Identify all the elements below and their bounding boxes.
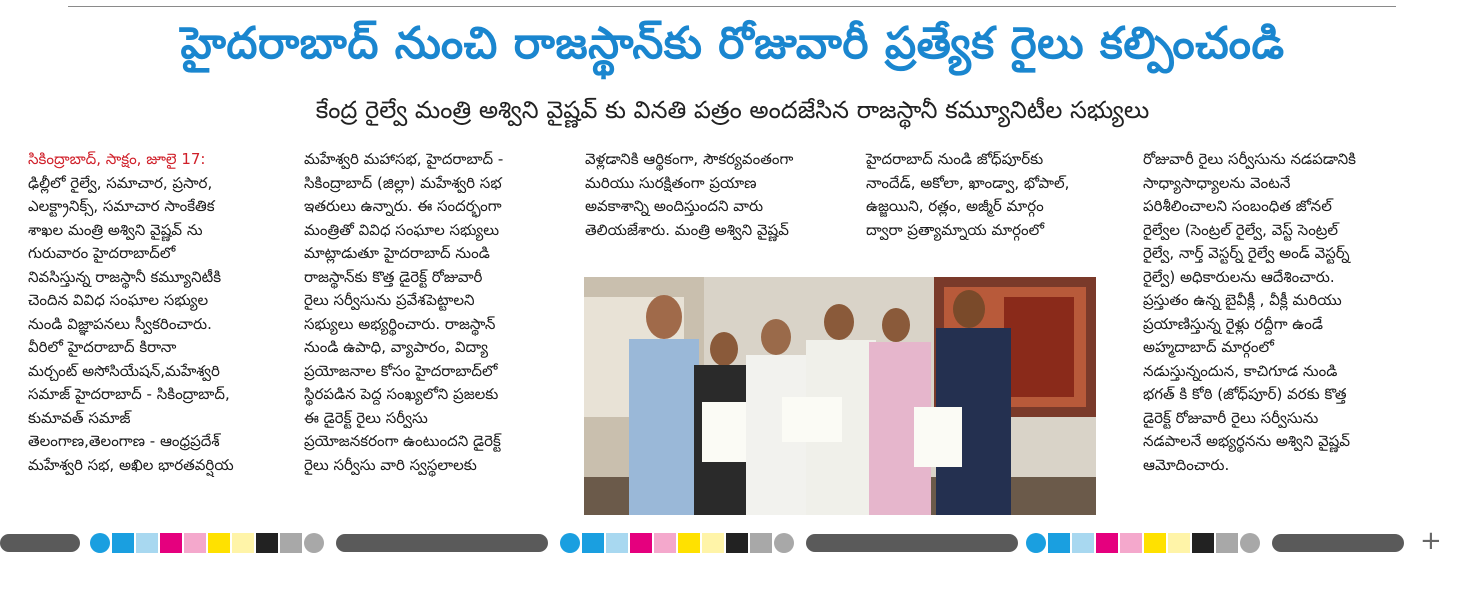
color-swatch [256,533,278,553]
color-swatch [1096,533,1118,553]
color-swatch [702,533,724,553]
registration-bar [806,534,1018,552]
registration-dot [560,533,580,553]
article-column-1 [28,148,286,477]
color-swatch [184,533,206,553]
color-swatch [1144,533,1166,553]
article-column-2: మహేశ్వరి మహాసభ, హైదరాబాద్ - సికింద్రాబాద్ (జిల్లా) మహేశ్వరి సభ ఇతరులు ఉన్నారు. ఈ సందర్భంగా మంత్రితో వివిధ సంఘాల సభ్యులు మాట్లాడుతూ హైదరాబాద్ నుండి రాజస్థాన్‌కు కొత్త డైరెక్ట్ రోజువారీ రైలు సర్వీసును ప్రవేశపెట్టాలని సభ్యులు అభ్యర్థించారు. రాజస్థాన్ నుండి ఉపాధి, వ్యాపారం, విద్యా ప్రయోజనాల కోసం హైదరాబాద్‌లో స్థిరపడిన పెద్ద సంఖ్యలోని ప్రజలకు ఈ డైరెక్ట్ రైలు సర్వీసు ప్రయోజనకరంగా ఉంటుందని డైరెక్ట్ రైలు సర్వీసు వారి స్వస్థలాలకు [304,150,504,474]
color-swatch [232,533,254,553]
article-column-4: హైదరాబాద్ నుండి జోధ్‌పూర్‌కు నాందేడ్, అకోలా, ఖాండ్వా, భోపాల్, ఉజ్జయిని, రత్లం, అజ్మీర్ మార్గం ద్వారా ప్రత్యామ్నాయ మార్గంలో [866,150,1070,239]
color-swatch [678,533,700,553]
news-photo [584,277,1096,515]
color-swatch [160,533,182,553]
registration-bar [0,534,80,552]
article-column-5: రోజువారీ రైలు సర్వీసును నడపడానికి సాధ్యాసాధ్యాలను వెంటనే పరిశీలించాలని సంబంధిత జోనల్ రైల్వేల (సెంట్రల్ రైల్వే, వెస్ట్ సెంట్రల్ రైల్వే, నార్త్ వెస్టర్న్ రైల్వే అండ్ వెస్టర్న్ రైల్వే) అధికారులను ఆదేశించారు. ప్రస్తుతం ఉన్న బైవీక్లీ , వీక్లీ మరియు ప్రయాణిస్తున్న రైళ్లు రద్దీగా ఉండే అహ్మదాబాద్ మార్గంలో నడుస్తున్నందున, కాచిగూడ నుండి భగత్ కి కోఠి (జోధ్‌పూర్) వరకు కొత్త డైరెక్ట్ రోజువారీ రైలు సర్వీసును నడపాలనే అభ్యర్థనను అశ్విని వైష్ణవ్ ఆమోదించారు. [1143,150,1356,474]
dateline: సికింద్రాబాద్, సాక్షం, జూలై 17: [28,150,206,168]
crop-mark-icon: + [1420,526,1442,556]
color-swatch [208,533,230,553]
registration-dot [1240,533,1260,553]
color-swatch [1120,533,1142,553]
registration-dot [90,533,110,553]
photo-illustration [584,277,1096,515]
color-swatch [136,533,158,553]
color-swatch [1216,533,1238,553]
registration-dot [1026,533,1046,553]
color-swatch [112,533,134,553]
article-column-3: వెళ్లడానికి ఆర్థికంగా, సౌకర్యవంతంగా మరియు సురక్షితంగా ప్రయాణ అవకాశాన్ని అందిస్తుందని వారు తెలియజేశారు. మంత్రి అశ్విని వైష్ణవ్ [585,150,794,239]
color-swatch [630,533,652,553]
color-swatch [726,533,748,553]
color-swatch [280,533,302,553]
color-swatch [654,533,676,553]
color-swatch [1048,533,1070,553]
color-swatch [750,533,772,553]
subheadline: కేంద్ర రైల్వే మంత్రి అశ్విని వైష్ణవ్ కు వినతి పత్రం అందజేసిన రాజస్థానీ కమ్యూనిటీల సభ్యులు [315,96,1150,124]
top-rule [68,6,1396,7]
print-registration-strip [0,526,1465,556]
column-1-text: ఢిల్లీలో రైల్వే, సమాచార, ప్రసార, ఎలక్ట్రానిక్స్, సమాచార సాంకేతిక శాఖల మంత్రి అశ్విని వైష్ణవ్ ను గురువారం హైదరాబాద్‌లో నివసిస్తున్న రాజస్థానీ కమ్యూనిటీకి చెందిన వివిధ సంఘాల సభ్యుల నుండి విజ్ఞాపనలు స్వీకరించారు. వీరిలో హైదరాబాద్ కిరానా మర్చంట్ అసోసియేషన్,మహేశ్వరి సమాజ్ హైదరాబాద్ - సికింద్రాబాద్, కుమావత్ సమాజ్ తెలంగాణ,తెలంగాణ - ఆంధ్రప్రదేశ్ మహేశ్వరి సభ, అఖిల భారతవర్షియ [28,173,234,474]
registration-bar [336,534,548,552]
color-swatch [1168,533,1190,553]
color-swatch [1192,533,1214,553]
registration-bar [1272,534,1404,552]
color-swatch [582,533,604,553]
color-swatch [1072,533,1094,553]
registration-dot [774,533,794,553]
headline: హైదరాబాద్ నుంచి రాజస్థాన్‌కు రోజువారీ ప్రత్యేక రైలు కల్పించండి [180,18,1285,69]
registration-dot [304,533,324,553]
color-swatch [606,533,628,553]
